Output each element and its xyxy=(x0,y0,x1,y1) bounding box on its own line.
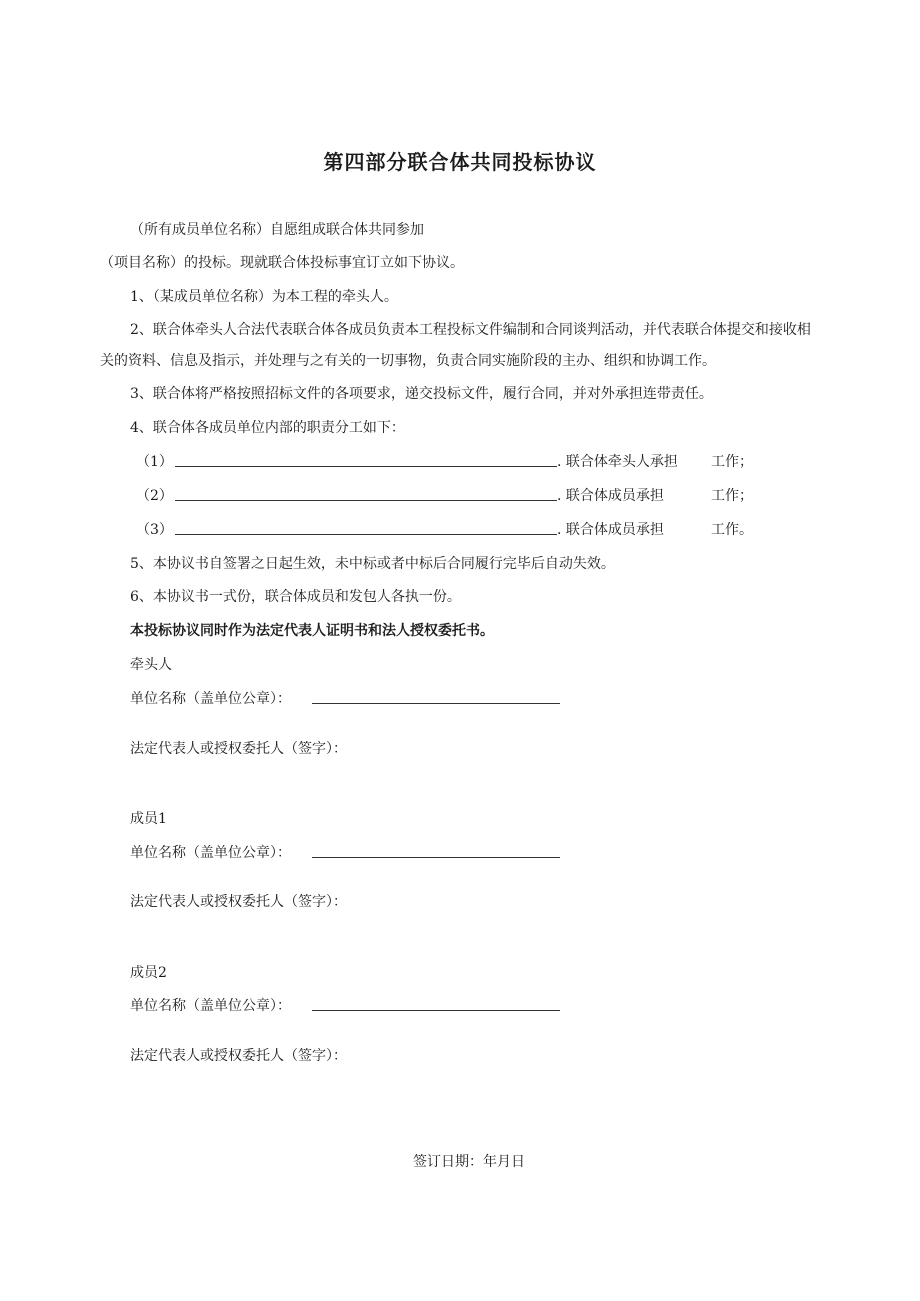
signer-heading: 成员2 xyxy=(130,965,167,981)
unit-name-label: 单位名称（盖单位公章）： xyxy=(130,845,291,861)
duty-number: （2） xyxy=(136,488,173,504)
clause-5: 5、本协议书自签署之日起生效，未中标或者中标后合同履行完毕后自动失效。 xyxy=(130,556,615,572)
representative-label: 法定代表人或授权委托人（签字）： xyxy=(130,1048,347,1064)
intro-line-1: （所有成员单位名称）自愿组成联合体共同参加 xyxy=(130,222,424,238)
signer-heading: 成员1 xyxy=(130,811,167,827)
clause-2-line-2: 关的资料、信息及指示，并处理与之有关的一切事物，负责合同实施阶段的主办、组织和协调工作。 xyxy=(100,353,716,369)
unit-name-label: 单位名称（盖单位公章）： xyxy=(130,998,291,1014)
clause-3: 3、联合体将严格按照招标文件的各项要求，递交投标文件，履行合同，并对外承担连带责任。 xyxy=(130,386,713,402)
unit-name-blank-line xyxy=(312,843,560,858)
duty-number: （1） xyxy=(136,454,173,470)
unit-name-label: 单位名称（盖单位公章）： xyxy=(130,691,291,707)
duty-work: 工作。 xyxy=(711,522,753,538)
duty-work: 工作； xyxy=(711,488,753,504)
duty-blank-line xyxy=(175,452,557,467)
intro-line-2: （项目名称）的投标。现就联合体投标事宜订立如下协议。 xyxy=(100,255,464,271)
sign-date: 签订日期：年月日 xyxy=(413,1154,525,1170)
representative-label: 法定代表人或授权委托人（签字）： xyxy=(130,894,347,910)
signer-heading: 牵头人 xyxy=(130,657,172,673)
duty-role: . 联合体成员承担 xyxy=(557,488,664,504)
clause-6: 6、本协议书一式份，联合体成员和发包人各执一份。 xyxy=(130,589,461,605)
duty-work: 工作； xyxy=(711,454,753,470)
clause-2-line-1: 2、联合体牵头人合法代表联合体各成员负责本工程投标文件编制和合同谈判活动，并代表联合体提交和接收相 xyxy=(130,322,811,338)
unit-name-blank-line xyxy=(312,996,560,1011)
representative-label: 法定代表人或授权委托人（签字）： xyxy=(130,741,347,757)
duty-number: （3） xyxy=(136,522,173,538)
authorization-note: 本投标协议同时作为法定代表人证明书和法人授权委托书。 xyxy=(130,623,494,639)
duty-blank-line xyxy=(175,520,557,535)
unit-name-blank-line xyxy=(312,689,560,704)
duty-blank-line xyxy=(175,486,557,501)
clause-1: 1、（某成员单位名称）为本工程的牵头人。 xyxy=(130,289,398,305)
duty-role: . 联合体成员承担 xyxy=(557,522,664,538)
clause-4: 4、联合体各成员单位内部的职责分工如下： xyxy=(130,420,405,436)
duty-role: . 联合体牵头人承担 xyxy=(557,454,678,470)
document-title: 第四部分联合体共同投标协议 xyxy=(323,150,597,174)
